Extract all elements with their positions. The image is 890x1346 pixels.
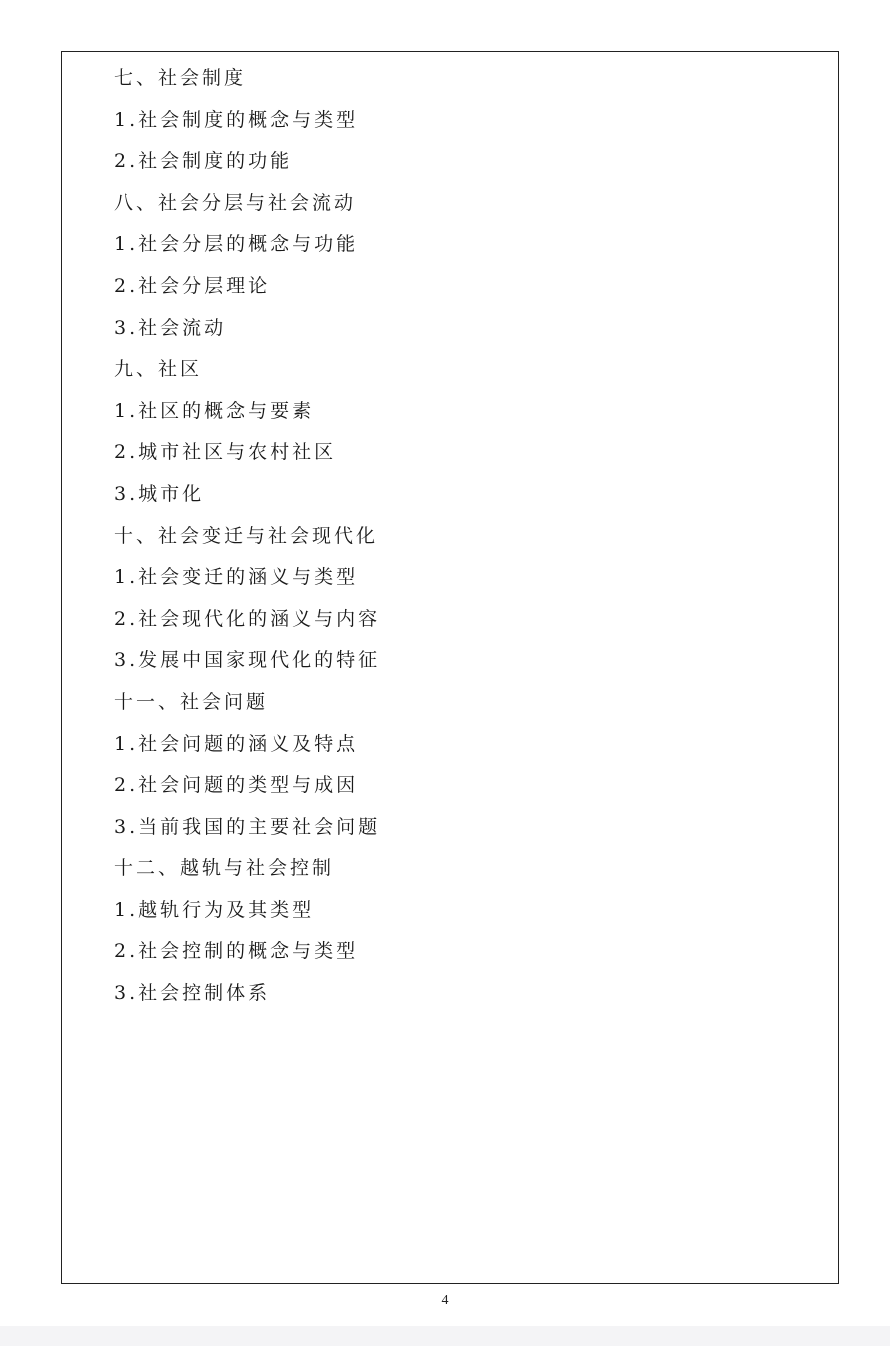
section-heading-social-change: 十、社会变迁与社会现代化 — [114, 524, 379, 547]
outline-item: 2.社会现代化的涵义与内容 — [114, 607, 381, 630]
page-frame — [61, 51, 839, 1284]
outline-item: 3.社会控制体系 — [114, 982, 271, 1005]
outline-item: 1.越轨行为及其类型 — [114, 898, 315, 921]
outline-item: 3.发展中国家现代化的特征 — [114, 649, 381, 672]
outline-item: 2.社会控制的概念与类型 — [114, 940, 359, 963]
outline-item: 3.当前我国的主要社会问题 — [114, 815, 381, 838]
outline-item: 1.社会问题的涵义及特点 — [114, 732, 359, 755]
section-heading-social-problems: 十一、社会问题 — [114, 690, 269, 713]
page-number: 4 — [441, 1293, 449, 1308]
course-outline-list — [114, 58, 380, 1015]
outline-item: 1.社会变迁的涵义与类型 — [114, 566, 359, 589]
outline-item: 2.社会分层理论 — [114, 274, 271, 297]
section-heading-stratification: 八、社会分层与社会流动 — [114, 191, 357, 214]
viewer-bottom-band — [0, 1326, 890, 1346]
section-heading-institutions: 七、社会制度 — [114, 67, 247, 89]
outline-item: 1.社会制度的概念与类型 — [114, 108, 359, 131]
outline-item: 2.社会制度的功能 — [114, 150, 293, 173]
outline-item: 1.社区的概念与要素 — [114, 399, 315, 422]
outline-item: 3.社会流动 — [114, 316, 227, 339]
section-heading-community: 九、社区 — [114, 358, 203, 381]
outline-item: 2.城市社区与农村社区 — [114, 441, 337, 464]
outline-item: 1.社会分层的概念与功能 — [114, 233, 359, 256]
outline-item: 2.社会问题的类型与成因 — [114, 774, 359, 797]
outline-item: 3.城市化 — [114, 482, 205, 505]
section-heading-deviance-control: 十二、越轨与社会控制 — [114, 857, 335, 880]
